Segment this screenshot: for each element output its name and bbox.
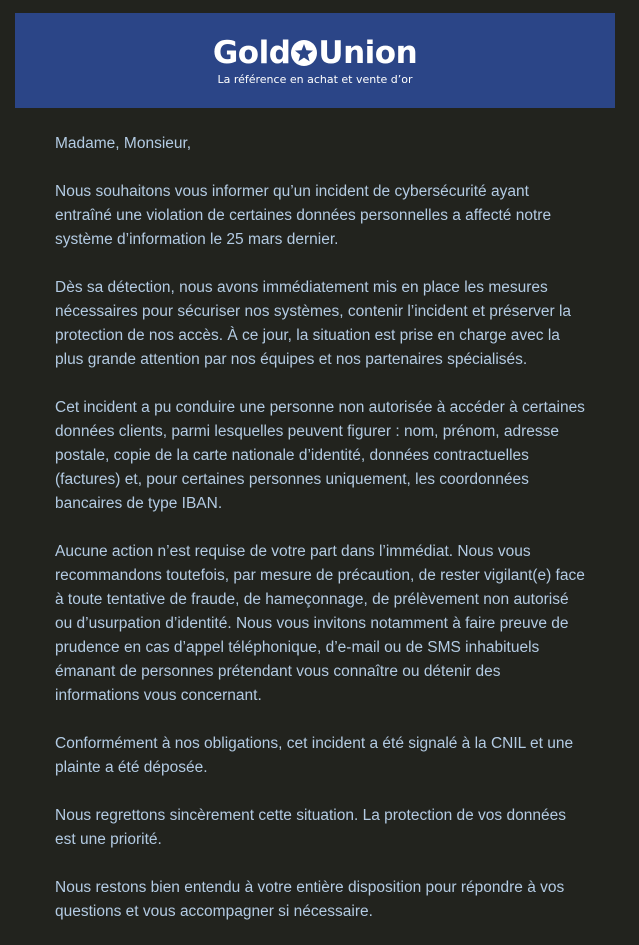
brand-name-left: Gold <box>212 35 291 71</box>
letter-paragraph: Nous restons bien entendu à votre entière disposition pour répondre à vos questions et vous accompagner si nécessaire. <box>55 879 565 920</box>
letter-paragraph: Conformément à nos obligations, cet incident a été signalé à la CNIL et une plainte a été déposée. <box>55 735 574 776</box>
brand-name-right: Union <box>318 35 418 71</box>
letter-paragraph: Nous souhaitons vous informer qu’un incident de cybersécurité ayant entraîné une violation de certaines données personnelles a affecté notre système d’information le 25 mars dernier. <box>55 183 552 248</box>
letter-paragraph: Nous regrettons sincèrement cette situation. La protection de vos données est une priorité. <box>55 807 566 848</box>
email-header-banner <box>15 13 615 108</box>
letter-paragraph: Aucune action n’est requise de votre part dans l’immédiat. Nous vous recommandons toutefois, par mesure de précaution, de rester vigilant(e) face à toute tentative de fraude, de hameçonnage, de prélèvement non autorisé ou d’usurpation d’identité. Nous vous invitons notamment à faire preuve de prudence en cas d’appel téléphonique, d’e-mail ou de SMS inhabituels émanant de personnes prétendant vous connaître ou détenir des informations vous concernant. <box>55 543 585 704</box>
star-icon <box>291 40 317 66</box>
email-body <box>15 108 615 945</box>
brand-tagline: La référence en achat et vente d’or <box>217 73 413 86</box>
letter-paragraph: Cet incident a pu conduire une personne non autorisée à accéder à certaines données clients, parmi lesquelles peuvent figurer : nom, prénom, adresse postale, copie de la carte nationale d’identité, données contractuelles (factures) et, pour certaines personnes uniquement, les coordonnées bancaires de type IBAN. <box>55 399 585 512</box>
letter-paragraph: Dès sa détection, nous avons immédiatement mis en place les mesures nécessaires pour sécuriser nos systèmes, contenir l’incident et préserver la protection de nos accès. À ce jour, la situation est prise en charge avec la plus grande attention par nos équipes et nos partenaires spécialisés. <box>55 279 572 368</box>
letter-content <box>55 132 585 945</box>
brand-logo <box>15 35 615 71</box>
letter-greeting: Madame, Monsieur, <box>55 135 192 152</box>
